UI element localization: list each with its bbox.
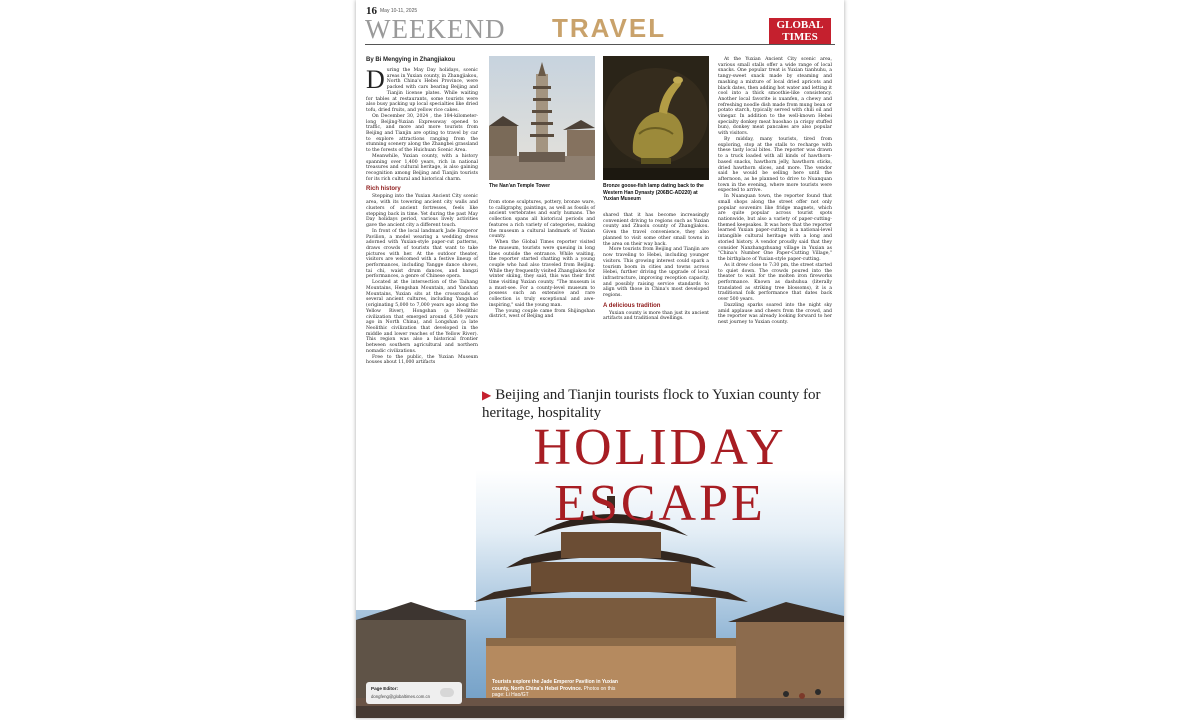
paragraph: Located at the intersection of the Taihang Mountains, Hengshan Mountain, and Yanshan Mountains, Yuxian sits at the crossroads of several ancient cultures, including Yangshao (originating 5,000 to 7,000 years ago along the Yellow River), Hongshan (a Neolithic civilization that emerged around 6,500 years ago in North China), and Longshan (a late Neolithic civilization that developed in the middle and lower reaches of the Yellow River). This region was also a historical frontier between southern agricultural and northern nomadic civilizations.	[366, 280, 478, 354]
paragraph: When the Global Times reporter visited the museum, tourists were queuing in long lines outside the entrance. While waiting, the reporter started chatting with a young couple who had also traveled from Beijing. While they frequently visited Zhangjiakou for winter skiing, they said, this was their first time visiting Yuxian county. "The museum is a must-see. For a county-level museum to possess such an extensive and rare collection is truly exceptional and awe-inspiring," said the young man.	[489, 240, 595, 308]
global-times-logo	[769, 18, 831, 44]
paragraph: Dazzling sparks soared into the night sky amid applause and cheers from the crowd, and the reporter was already looking forward to her next journey to Yuxian county.	[718, 302, 832, 326]
title-line-1: HOLIDAY	[533, 419, 787, 476]
bronze-lamp-image	[603, 56, 709, 180]
page-editor-box	[366, 682, 462, 704]
paragraph: On December 30, 2024 , the 184-kilometer-long Beijing-Yuxian Expressway opened to traffic, and more and more tourists from Beijing and Tianjin are opting to travel by car to explore attractions ranging from the stunning scenery along the Zhangbei grassland to the forests of the Huichuan Scenic Area.	[366, 113, 478, 154]
page-date: May 10-11, 2025	[380, 8, 418, 14]
headline-title	[482, 420, 838, 532]
column-1	[366, 57, 478, 366]
paragraph: In Nuanquan town, the reporter found that small shops along the street offer not only popular souvenirs like fridge magnets, which are quite popular across tourist spots nationwide, but also a variety of paper-cutting-themed keepsakes. It was here that the reporter learned Yuxian paper-cutting is a national-level intangible cultural heritage with a long and storied history. A vendor proudly said that they consider Nanzhangzhuang village in Yuxian as "China's Number One Paper-Cutting Village," the birthplace of Yuxian-style paper-cutting.	[718, 194, 832, 262]
paragraph: By midday, many tourists, tired from exploring, stop at the stalls to recharge with these tasty local bites. The reporter was drawn to a truck loaded with all kinds of hawthorn-based snacks, hawthorn jelly, hawthorn sticks, dried hawthorn slices, and more. The vendor said he would be selling here until the afternoon, as he planned to drive to Nuanquan town in the evening, where more tourists were expected to arrive.	[718, 137, 832, 194]
paragraph: from stone sculptures, pottery, bronze ware, to calligraphy, paintings, as well as fossils of ancient vertebrates and early humans. The collection spans all historical periods and features a rich variety of categories, making the museum a cultural landmark of Yuxian county.	[489, 200, 595, 240]
title-line-2: ESCAPE	[554, 475, 766, 532]
paragraph: More tourists from Beijing and Tianjin are now traveling to Hebei, including younger visitors. This growing interest could spark a tourism boom in cities and towns across Hebei, further driving the upgrade of local infrastructure, improving reception capacity, and possibly raising service standards to align with those in China's most developed regions.	[603, 247, 709, 299]
lamp-caption: Bronze goose-fish lamp dating back to the Western Han Dynasty (206BC-AD220) at Yuxian Museum	[603, 183, 704, 202]
page-header	[356, 0, 844, 48]
tower-photo	[489, 56, 595, 180]
paragraph: In front of the local landmark Jade Emperor Pavilion, a model wearing a wedding dress adorned with Yuxian-style paper-cut patterns, draws crowds of tourists that want to take pictures with her. At the outdoor theater, visitors are welcomed with a festive lineup of performances, including Yangge dance shows, tai chi, waist drum dances, and bangzi performances, a genre of Chinese opera.	[366, 228, 478, 280]
mouse-icon	[440, 688, 454, 697]
column-3	[603, 213, 709, 322]
lamp-photo	[603, 56, 709, 180]
newspaper-page	[356, 0, 844, 718]
logo-line1: GLOBAL	[776, 19, 824, 31]
page-number: 16	[366, 5, 377, 17]
pagoda-image	[489, 56, 595, 180]
subhead-delicious-tradition: A delicious tradition	[603, 302, 661, 309]
paragraph: shared that it has become increasingly convenient driving to regions such as Yuxian county and Zhuolu county of Zhangjiakou. Given the travel convenience, they also planned to visit some other small towns in the area on their way back.	[603, 213, 709, 247]
paragraph: The young couple came from Shijingshan district, west of Beijing and	[489, 308, 595, 320]
paragraph: Free to the public, the Yuxian Museum houses about 11,000 artifacts	[366, 354, 478, 366]
subhead-rich-history: Rich history	[366, 186, 401, 193]
section-weekend: WEEKEND	[365, 14, 506, 44]
editor-label: Page Editor:	[371, 686, 399, 691]
paragraph: Yuxian county is more than just its ancient artifacts and traditional dwellings.	[603, 310, 709, 322]
column-2	[489, 200, 595, 320]
column-4	[718, 57, 832, 326]
deck-triangle-icon: ▶	[482, 388, 492, 402]
paragraph: Meanwhile, Yuxian county, with a history spanning over 1,400 years, rich in national treasures and cultural heritage, is also gaining recognition among Beijing and Tianjin tourists for its rich cultural and historical charm.	[366, 153, 478, 182]
lead-paragraph: During the May Day holidays, scenic areas in Yuxian county, in Zhangjiakou, North China's Hebei Province, were packed with cars bearing Beijing and Tianjin license plates. While waiting for tables at restaurants, some tourists were also busy packing up local specialties like dried tofu, dried fruits, and yellow rice cakes.	[366, 65, 478, 113]
editor-email: dongfeng@globaltimes.com.cn	[371, 694, 431, 699]
section-travel: TRAVEL	[552, 13, 667, 43]
drop-cap: D	[366, 65, 385, 94]
header-rule	[365, 44, 835, 45]
main-photo-caption: Tourists explore the Jade Emperor Pavilion in Yuxian county, North China's Hebei Province. Photos on this page: Li Hao/GT	[492, 679, 618, 698]
headline-deck: ▶ Beijing and Tianjin tourists flock to Yuxian county for heritage, hospitality	[482, 387, 821, 421]
paragraph: As it drew close to 7:30 pm, the street started to quiet down. The crowds poured into the theater to wait for the molten iron fireworks performance. Known as dashuhua (literally translated as striking tree blossoms), it is a traditional folk performance that dates back over 500 years.	[718, 262, 832, 303]
photo-credit: Photos on this page: Li Hao/GT	[492, 685, 616, 698]
tower-caption: The Nan'an Temple Tower	[489, 183, 551, 189]
paragraph: At the Yuxian Ancient City scenic area, various small stalls offer a wide range of local snacks. One popular treat is Yuxian tianhuhu, a tangy-sweet snack made by steaming and mashing a mixture of local dried apricots and black dates, then adding hot water and letting it cool into a thick smoothie-like consistency. Another local favorite is xuanfen, a chewy and refreshing noodle dish made from mung bean or potato starch, typically served with chili oil and vinegar. In addition to the well-known Hebei specialty donkey meat huoshao (a crispy stuffed bun), donkey meat pancakes are also popular with visitors.	[718, 57, 832, 137]
logo-line2: TIMES	[782, 31, 818, 43]
paragraph: Stepping into the Yuxian Ancient City scenic area, with its towering ancient city walls and clusters of ancient fortresses, feels like stepping back in time. Yet during the past May Day holidays period, various lively activities gave the ancient city a different touch.	[366, 194, 478, 228]
byline: By Bi Mengying in Zhangjiakou	[366, 57, 456, 63]
